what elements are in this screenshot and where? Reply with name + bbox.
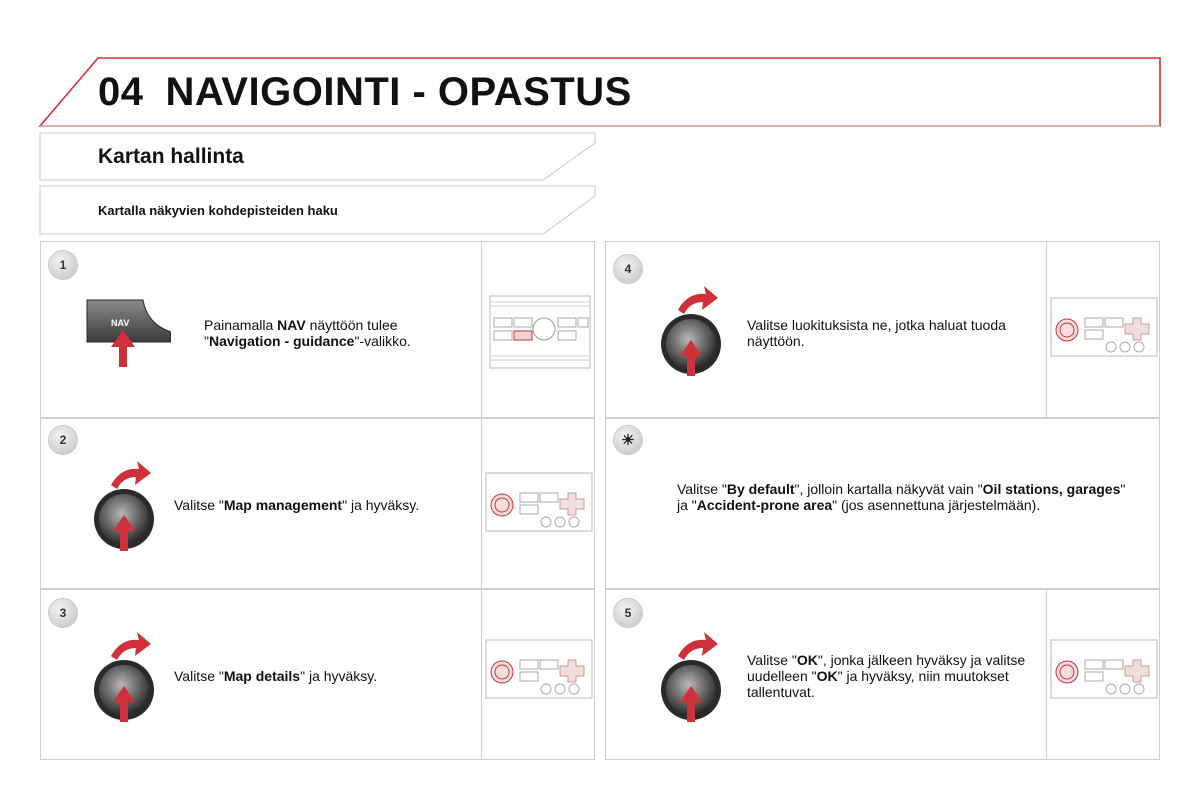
step-panel-5 [605, 589, 1160, 760]
step-panel-4 [605, 241, 1160, 418]
device-thumbnail-5 [1046, 590, 1160, 759]
step-badge-2: 2 [49, 426, 77, 454]
radio-faceplate-knob-icon [1049, 296, 1159, 358]
step-badge-1: 1 [49, 251, 77, 279]
chapter-number: 04 [98, 70, 144, 114]
rotary-knob-icon [658, 282, 728, 378]
radio-faceplate-nav-icon [488, 294, 592, 370]
nav-button-icon [81, 292, 171, 372]
device-thumbnail-4 [1046, 242, 1160, 417]
step-badge-3: 3 [49, 599, 77, 627]
tip-text: Valitse "By default", jolloin kartalla näkyvät vain "Oil stations, garages" ja "Accident-prone area" (jos asennettuna järjestelmään). [677, 481, 1126, 513]
device-thumbnail-2 [481, 419, 595, 588]
step-4-text: Valitse luokituksista ne, jotka haluat tuoda näyttöön. [747, 317, 1006, 349]
rotate-arrow-icon [111, 461, 151, 489]
rotary-knob-icon [658, 628, 728, 724]
chapter-title [98, 70, 654, 115]
radio-faceplate-knob-icon [484, 471, 594, 533]
step-panel-2 [40, 418, 595, 589]
tip-bulb-icon: ☀ [614, 426, 642, 454]
step-2-text: Valitse "Map management" ja hyväksy. [174, 497, 420, 513]
radio-faceplate-knob-icon [484, 638, 594, 700]
step-5-text: Valitse "OK", jonka jälkeen hyväksy ja valitse uudelleen "OK" ja hyväksy, niin muutokset tallentuvat. [747, 652, 1026, 700]
rotary-knob-icon [91, 628, 161, 724]
device-thumbnail-1 [481, 242, 595, 417]
chapter-name: NAVIGOINTI - OPASTUS [165, 70, 632, 114]
step-3-text: Valitse "Map details" ja hyväksy. [174, 668, 378, 684]
step-badge-5: 5 [614, 599, 642, 627]
rotate-arrow-icon [678, 286, 718, 314]
tip-panel [605, 418, 1160, 589]
nav-button-label: NAV [111, 318, 130, 328]
device-thumbnail-3 [481, 590, 595, 759]
step-badge-4: 4 [614, 255, 642, 283]
rotary-knob-icon [91, 457, 161, 553]
section-title: Kartan hallinta [98, 145, 244, 168]
rotate-arrow-icon [678, 632, 718, 660]
rotate-arrow-icon [111, 632, 151, 660]
step-panel-3 [40, 589, 595, 760]
subsection-title: Kartalla näkyvien kohdepisteiden haku [98, 203, 338, 218]
step-1-text: Painamalla NAV näyttöön tulee "Navigation - guidance"-valikko. [204, 317, 411, 349]
radio-faceplate-knob-icon [1049, 638, 1159, 700]
step-panel-1 [40, 241, 595, 418]
